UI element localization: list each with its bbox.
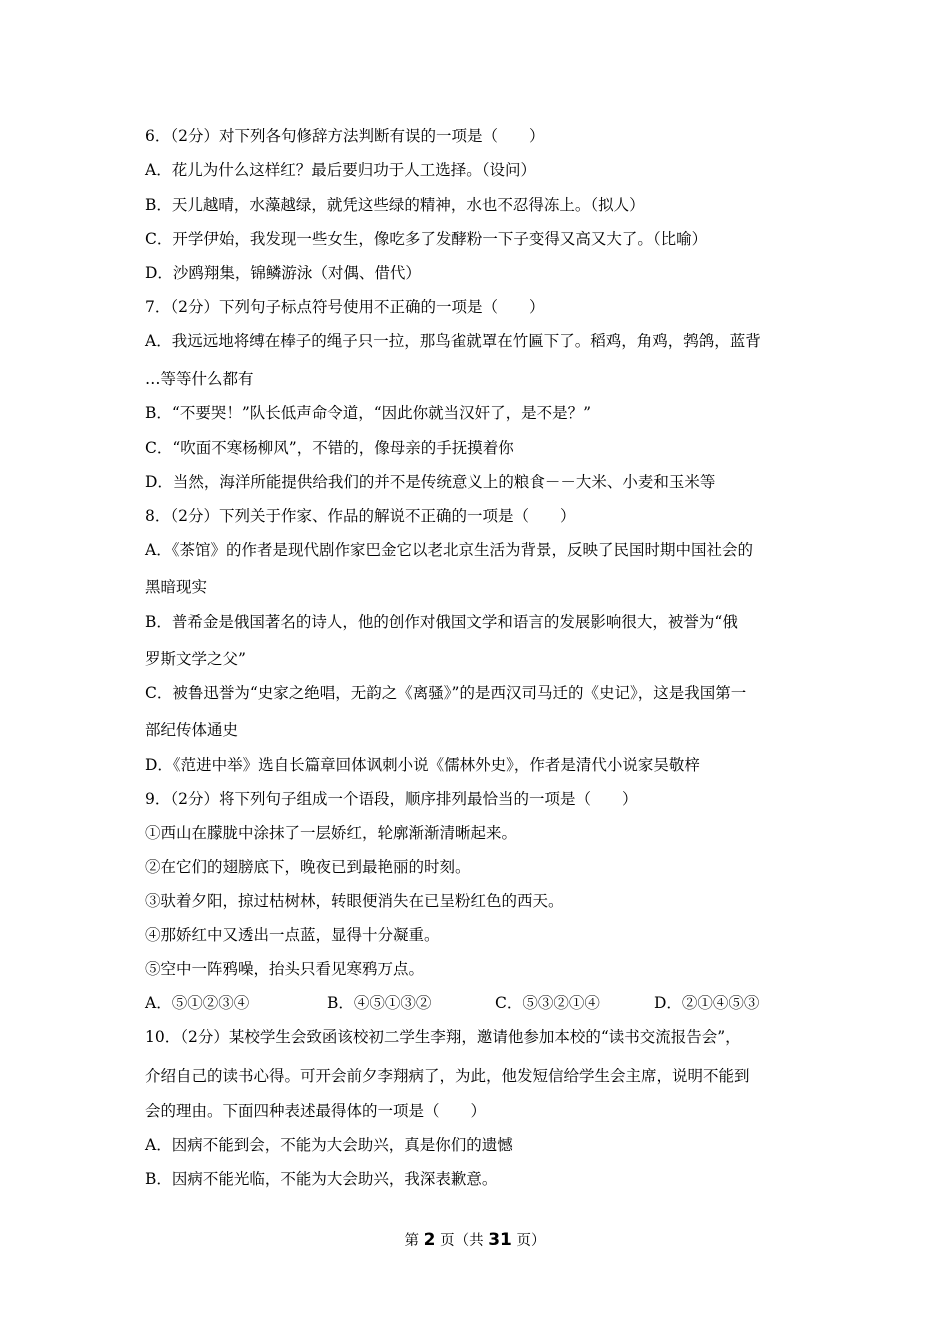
question-10-option-a: A．因病不能到会，不能为大会助兴，真是你们的遗憾	[145, 1136, 513, 1154]
question-9-option-a: A．⑤①②③④	[145, 994, 250, 1012]
question-7-option-c: C．“吹面不寒杨柳风”，不错的，像母亲的手抚摸着你	[145, 439, 514, 457]
question-8-option-c-line1: C．被鲁迅誉为“史家之绝唱，无韵之《离骚》”的是西汉司马迁的《史记》，这是我国第一	[145, 684, 747, 702]
question-6-option-d: D．沙鸥翔集，锦鳞游泳（对偶、借代）	[145, 264, 421, 282]
question-6-option-c: C．开学伊始，我发现一些女生，像吃多了发酵粉一下子变得又高又大了。（比喻）	[145, 230, 708, 248]
question-6-option-b: B．天儿越晴，水藻越绿，就凭这些绿的精神，水也不忍得冻上。（拟人）	[145, 196, 645, 214]
question-9-sentence-1: ①西山在朦胧中涂抹了一层娇红，轮廓渐渐清晰起来。	[145, 824, 518, 842]
question-9-stem: 9．（2分）将下列句子组成一个语段，顺序排列最恰当的一项是（ ）	[145, 790, 638, 808]
question-7-option-a-line1: A．我远远地将缚在棒子的绳子只一拉，那鸟雀就罩在竹匾下了。稻鸡，角鸡，鹁鸽，蓝背	[145, 332, 761, 350]
footer-page-number: 2	[423, 1230, 436, 1250]
question-7-option-b: B．“不要哭！”队长低声命令道，“因此你就当汉奸了，是不是？”	[145, 404, 592, 422]
question-8-option-c-line2: 部纪传体通史	[145, 721, 239, 739]
question-8-option-b-line1: B．普希金是俄国著名的诗人，他的创作对俄国文学和语言的发展影响很大，被誉为“俄	[145, 613, 738, 631]
question-8-option-d: D．《范进中举》选自长篇章回体讽刺小说《儒林外史》，作者是清代小说家吴敬梓	[145, 756, 700, 774]
question-8-option-a-line2: 黑暗现实	[145, 578, 208, 596]
question-7-option-a-line2: …等等什么都有	[145, 370, 254, 388]
question-10-stem-line2: 介绍自己的读书心得。可开会前夕李翔病了，为此，他发短信给学生会主席，说明不能到	[145, 1067, 750, 1085]
footer-total-pages: 31	[488, 1230, 512, 1250]
question-8-option-a-line1: A．《茶馆》的作者是现代剧作家巴金它以老北京生活为背景，反映了民国时期中国社会的	[145, 541, 753, 559]
question-6-stem: 6．（2分）对下列各句修辞方法判断有误的一项是（ ）	[145, 127, 545, 145]
question-9-sentence-2: ②在它们的翅膀底下，晚夜已到最艳丽的时刻。	[145, 858, 471, 876]
question-10-option-b: B．因病不能光临，不能为大会助兴，我深表歉意。	[145, 1170, 498, 1188]
question-8-option-b-line2: 罗斯文学之父”	[145, 650, 246, 668]
question-8-stem: 8．（2分）下列关于作家、作品的解说不正确的一项是（ ）	[145, 507, 576, 525]
page-footer	[0, 1230, 950, 1251]
question-9-sentence-3: ③驮着夕阳，掠过枯树林，转眼便消失在已呈粉红色的西天。	[145, 892, 564, 910]
footer-prefix: 第	[404, 1233, 420, 1249]
question-7-option-d: D．当然，海洋所能提供给我们的并不是传统意义上的粮食－－大米、小麦和玉米等	[145, 473, 716, 491]
question-10-stem-line3: 会的理由。下面四种表述最得体的一项是（ ）	[145, 1102, 487, 1120]
footer-suffix: 页）	[516, 1233, 546, 1249]
question-6-option-a: A．花儿为什么这样红？最后要归功于人工选择。（设问）	[145, 161, 536, 179]
footer-middle: 页（共	[440, 1233, 484, 1249]
question-9-sentence-5: ⑤空中一阵鸦噪，抬头只看见寒鸦万点。	[145, 960, 425, 978]
question-9-option-c: C．⑤③②①④	[495, 994, 600, 1012]
question-9-option-b: B．④⑤①③②	[327, 994, 432, 1012]
question-10-stem-line1: 10．（2分）某校学生会致函该校初二学生李翔，邀请他参加本校的“读书交流报告会”，	[145, 1028, 741, 1046]
question-7-stem: 7．（2分）下列句子标点符号使用不正确的一项是（ ）	[145, 298, 545, 316]
question-9-sentence-4: ④那娇红中又透出一点蓝，显得十分凝重。	[145, 926, 440, 944]
question-9-option-d: D．②①④⑤③	[654, 994, 760, 1012]
